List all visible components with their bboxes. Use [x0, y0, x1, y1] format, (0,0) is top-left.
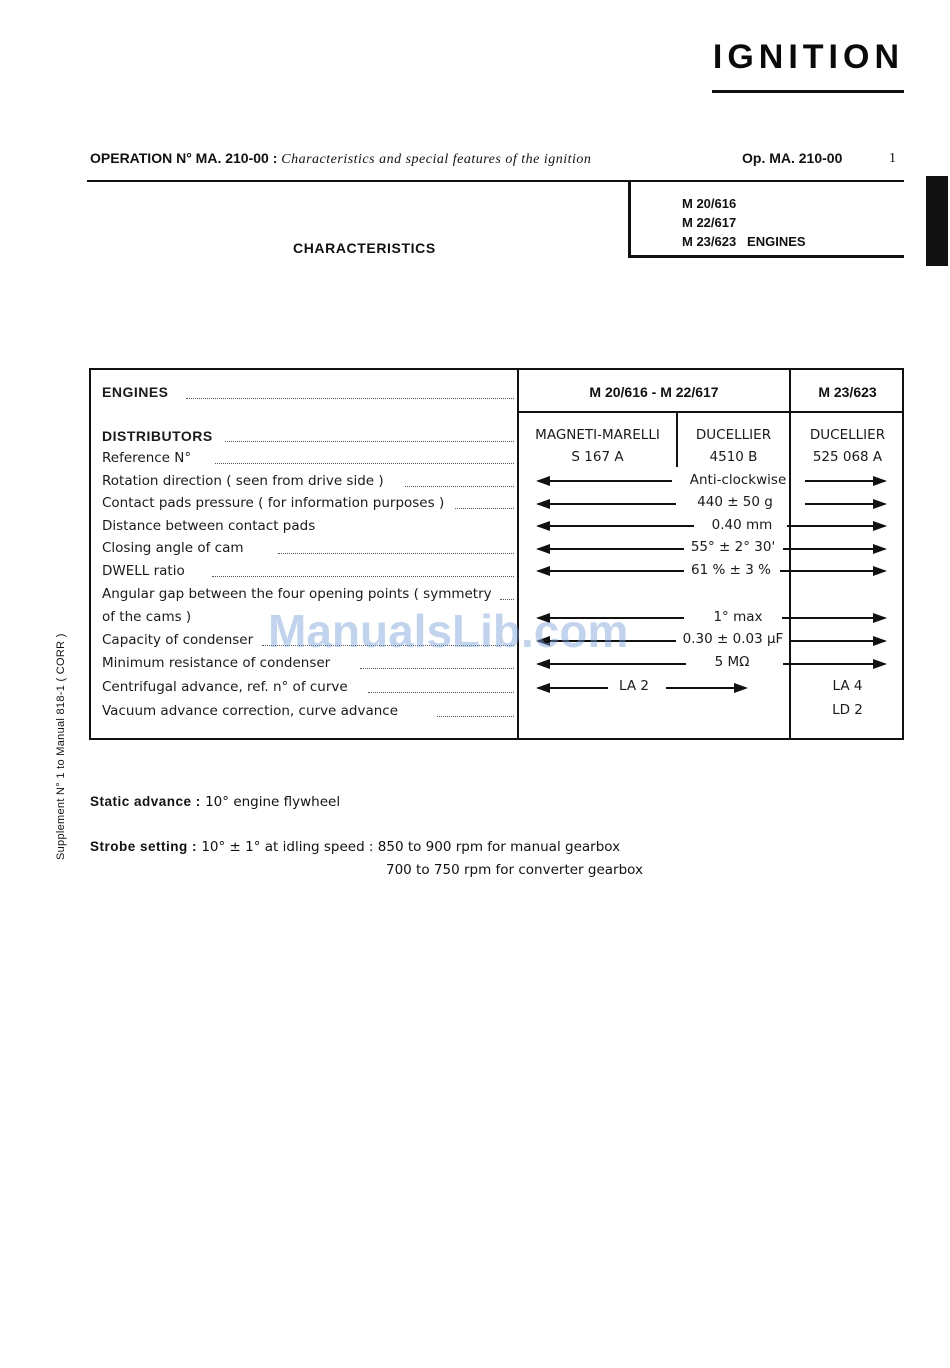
arrow-left [538, 548, 684, 550]
column-header-m23: M 23/623 [818, 384, 877, 400]
arrow-left [538, 480, 672, 482]
distributor-ducellier-2: DUCELLIER [809, 427, 886, 443]
vacuum-value-ld2: LD 2 [832, 702, 863, 718]
distributor-magneti-marelli: MAGNETI-MARELLI [535, 427, 660, 443]
capacity-label: Capacity of condenser [102, 632, 254, 648]
strobe-setting-value-cont: 700 to 750 rpm for converter gearbox [386, 862, 644, 878]
table-divider-left [517, 368, 519, 740]
vacuum-label: Vacuum advance correction, curve advance [102, 703, 399, 719]
leader-dots [368, 692, 514, 693]
column-header-m20-m22: M 20/616 - M 22/617 [589, 384, 719, 400]
centrifugal-value-la4: LA 4 [832, 678, 863, 694]
strobe-setting-note [90, 839, 620, 855]
closing-angle-label: Closing angle of cam [102, 540, 244, 556]
reference-525068a: 525 068 A [812, 449, 883, 465]
rotation-value: Anti-clockwise [689, 472, 787, 488]
arrow-right [780, 570, 885, 572]
operation-number: OPERATION N° MA. 210-00 : [90, 150, 278, 166]
section-title: CHARACTERISTICS [293, 240, 436, 256]
supplement-note: Supplement N° 1 to Manual 818-1 ( CORR ) [55, 633, 67, 860]
capacity-value: 0.30 ± 0.03 μF [682, 631, 784, 647]
leader-dots [500, 599, 514, 600]
arrow-right [787, 525, 885, 527]
leader-dots [437, 716, 514, 717]
page-number: 1 [889, 151, 896, 166]
leader-dots [455, 508, 514, 509]
watermark: ManualsLib.com [268, 605, 629, 657]
arrow-right [783, 548, 885, 550]
leader-dots [212, 576, 514, 577]
page-title: IGNITION [712, 38, 904, 76]
reference-label: Reference N° [102, 450, 192, 466]
rotation-label: Rotation direction ( seen from drive side ) [102, 473, 384, 489]
arrow-right [790, 640, 885, 642]
engines-list [682, 194, 806, 251]
engines-label: ENGINES [102, 384, 169, 400]
strobe-setting-label: Strobe setting : [90, 839, 198, 854]
engine-line-2: M 22/617 [682, 215, 737, 230]
static-advance-note [90, 794, 340, 810]
reference-s167a: S 167 A [571, 449, 624, 465]
contact-distance-value: 0.40 mm [711, 517, 773, 533]
title-underline [712, 90, 904, 93]
arrow-right [783, 663, 885, 665]
distributor-ducellier-1: DUCELLIER [695, 427, 772, 443]
contact-distance-label: Distance between contact pads [102, 518, 316, 534]
arrow-left [538, 525, 694, 527]
arrow-right [805, 503, 885, 505]
leader-dots [186, 398, 514, 399]
strobe-setting-value: 10° ± 1° at idling speed : 850 to 900 rpm for manual gearbox [201, 839, 621, 855]
leader-dots [215, 463, 514, 464]
dwell-value: 61 % ± 3 % [691, 562, 771, 578]
arrow-left [538, 503, 676, 505]
arrow-right [666, 687, 746, 689]
closing-angle-value: 55° ± 2° 30' [690, 539, 776, 555]
angular-gap-value: 1° max [713, 609, 763, 625]
angular-gap-label-cont: of the cams ) [102, 609, 192, 625]
centrifugal-label: Centrifugal advance, ref. n° of curve [102, 679, 348, 695]
leader-dots [405, 486, 514, 487]
centrifugal-value-la2: LA 2 [619, 678, 649, 694]
section-tab-marker [926, 176, 948, 266]
arrow-left [538, 663, 686, 665]
resistance-value: 5 MΩ [714, 654, 750, 670]
engine-line-3: M 23/623 ENGINES [682, 234, 806, 249]
leader-dots [360, 668, 514, 669]
static-advance-value: 10° engine flywheel [205, 794, 341, 810]
operation-reference: Op. MA. 210-00 [742, 150, 843, 166]
table-header-rule [517, 411, 904, 413]
arrow-right [805, 480, 885, 482]
dwell-label: DWELL ratio [102, 563, 185, 579]
contact-pressure-label: Contact pads pressure ( for information purposes ) [102, 495, 445, 511]
engine-line-1: M 20/616 [682, 196, 737, 211]
static-advance-label: Static advance : [90, 794, 201, 809]
angular-gap-label: Angular gap between the four opening points ( symmetry [102, 586, 492, 602]
leader-dots [225, 441, 514, 442]
reference-4510b: 4510 B [709, 449, 758, 465]
distributors-label: DISTRIBUTORS [102, 428, 213, 444]
contact-pressure-value: 440 ± 50 g [697, 494, 773, 510]
arrow-right [782, 617, 885, 619]
operation-description: Characteristics and special features of the ignition [281, 152, 592, 167]
leader-dots [278, 553, 514, 554]
arrow-left [538, 687, 608, 689]
resistance-label: Minimum resistance of condenser [102, 655, 331, 671]
arrow-left [538, 570, 684, 572]
operation-line [90, 150, 591, 168]
